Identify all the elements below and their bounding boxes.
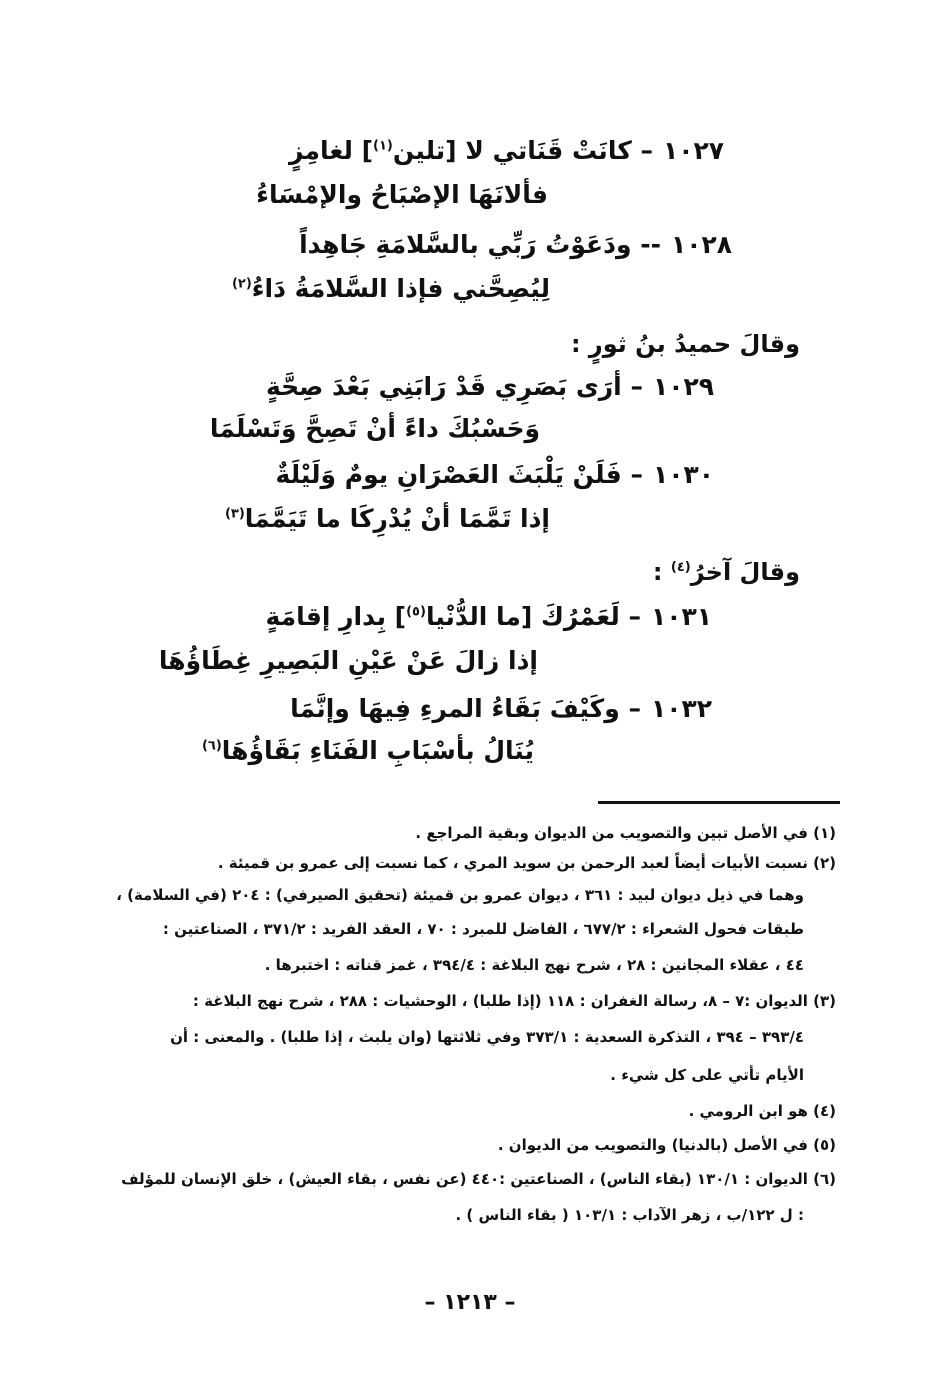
- poem-intro-other: [653, 560, 800, 584]
- verse-text: – وكَيْفَ بَقَاءُ المرءِ فِيهَا وإنَّمَا: [290, 694, 641, 723]
- verse-text: إذا زالَ عَنْ عَيْنِ البَصِيرِ غِطَاؤُهَا: [158, 646, 538, 675]
- verse-1027-second-half: [256, 182, 548, 207]
- verse-text: -- ودَعَوْتُ رَبِّي بالسَّلامَةِ جَاهِداً: [299, 230, 661, 259]
- verse-text: – أرَى بَصَرِي قَدْ رَابَنِي بَعْدَ صِحَّةٍ: [265, 372, 643, 401]
- footnote-ref: (٥): [406, 604, 426, 620]
- verse-text: لِيُصِحَّني فإذا السَّلامَةُ دَاءُ: [251, 274, 550, 303]
- verse-1028-second-half: [232, 276, 550, 301]
- footnote-line: : ل ١٢٢/ب ، زهر الآداب : ١٠٣/١ ( بقاء الناس ) .: [455, 1206, 804, 1224]
- footnote-line: طبقات فحول الشعراء : ٦٧٧/٢ ، الفاضل للمبرد : ٧٠ ، العقد الفريد : ٣٧١/٢ ، الصناعتين :: [162, 920, 804, 938]
- footnote-line: (٢) نسبت الأبيات أيضاً لعبد الرحمن بن سويد المري ، كما نسبت إلى عمرو بن قميئة .: [217, 854, 836, 872]
- verse-text: – فَلَنْ يَلْبَثَ العَصْرَانِ يومٌ وَلَيْلَةٌ: [275, 460, 643, 489]
- footnote-line: (٤) هو ابن الرومي .: [688, 1102, 836, 1120]
- verse-number: ١٠٣٠: [652, 460, 714, 489]
- footnote-ref: (٣): [224, 506, 245, 522]
- intro-text: وقالَ حميدُ بنُ ثورٍ :: [570, 330, 800, 358]
- footnote-line: (٦) الديوان : ١٣٠/١ (بقاء الناس) ، الصناعتين :٤٤٠ (عن نفس ، بقاء العيش) ، خلق الإنسان للمؤلف: [121, 1170, 836, 1188]
- verse-1030-first-half: [276, 462, 714, 487]
- verse-1029-second-half: [210, 416, 540, 441]
- verse-text: يُنَالُ بأسْبَابِ الفَنَاءِ بَقَاؤُهَا: [221, 736, 534, 765]
- footnote-ref: (٢): [231, 276, 252, 292]
- verse-number: ١٠٣١: [650, 602, 712, 631]
- verse-text: وَحَسْبُكَ داءً أنْ تَصِحَّ وَتَسْلَمَا: [209, 414, 540, 443]
- verse-text-tail: ] بِدارِ إقامَةٍ: [265, 602, 407, 631]
- verse-text: – لَعَمْرُكَ [ما الدُّنْيا: [425, 602, 641, 631]
- verse-1028-first-half: [299, 232, 732, 257]
- verse-number: ١٠٣٢: [650, 694, 712, 723]
- poem-intro-humaid: [571, 332, 800, 356]
- verse-1032-first-half: [290, 696, 712, 721]
- footnote-ref: (١): [373, 138, 393, 154]
- footnote-line: (٥) في الأصل (بالدنيا) والتصويب من الديوان .: [497, 1136, 836, 1154]
- footnote-ref: (٤): [670, 560, 691, 575]
- verse-1031-second-half: [159, 648, 538, 673]
- verse-1030-second-half: [225, 506, 550, 531]
- verse-number: ١٠٢٩: [652, 372, 714, 401]
- footnote-ref: (٦): [201, 738, 222, 754]
- verse-text: – كانَتْ قَنَاتي لا [تلين: [392, 136, 653, 165]
- footnote-separator: [598, 801, 840, 804]
- footnote-line: (١) في الأصل تبين والتصويب من الديوان وبقية المراجع .: [415, 824, 836, 842]
- footnote-line: الأيام تأتي على كل شيء .: [610, 1066, 804, 1084]
- footnote-line: ٤٤ ، عقلاء المجانين : ٢٨ ، شرح نهج البلاغة : ٣٩٤/٤ ، غمز قناته : اختبرها .: [264, 956, 804, 974]
- verse-1032-second-half: [202, 738, 534, 763]
- footnote-line: (٣) الديوان :٧ – ٨، رسالة الغفران : ١١٨ (إذا طلبا) ، الوحشيات : ٢٨٨ ، شرح نهج البلاغة :: [192, 992, 836, 1010]
- verse-1027-first-half: [289, 138, 724, 163]
- intro-text: وقالَ آخرُ: [690, 558, 800, 586]
- page-number: – ١٢١٣ –: [424, 1290, 516, 1315]
- verse-text-tail: ] لغامِزٍ: [288, 136, 374, 165]
- verse-number: ١٠٢٨: [670, 230, 732, 259]
- footnote-line: ٣٩٣/٤ – ٣٩٤ ، التذكرة السعدية : ٣٧٣/١ وفي ثلاثتها (وان يلبث ، إذا طلبا) . والمعنى : أن: [170, 1028, 804, 1046]
- verse-text: فألانَهَا الإصْبَاحُ والإمْسَاءُ: [256, 180, 548, 209]
- footnote-line: وهما في ذيل ديوان لبيد : ٣٦١ ، ديوان عمرو بن قميئة (تحقيق الصيرفي) : ٢٠٤ (في السلامة) ،: [116, 886, 804, 904]
- verse-1031-first-half: [266, 604, 713, 629]
- verse-1029-first-half: [266, 374, 714, 399]
- verse-text: إذا تَمَّمَا أنْ يُدْرِكَا ما تَيَمَّمَا: [244, 504, 550, 533]
- verse-number: ١٠٢٧: [662, 136, 724, 165]
- intro-tail: :: [652, 558, 671, 586]
